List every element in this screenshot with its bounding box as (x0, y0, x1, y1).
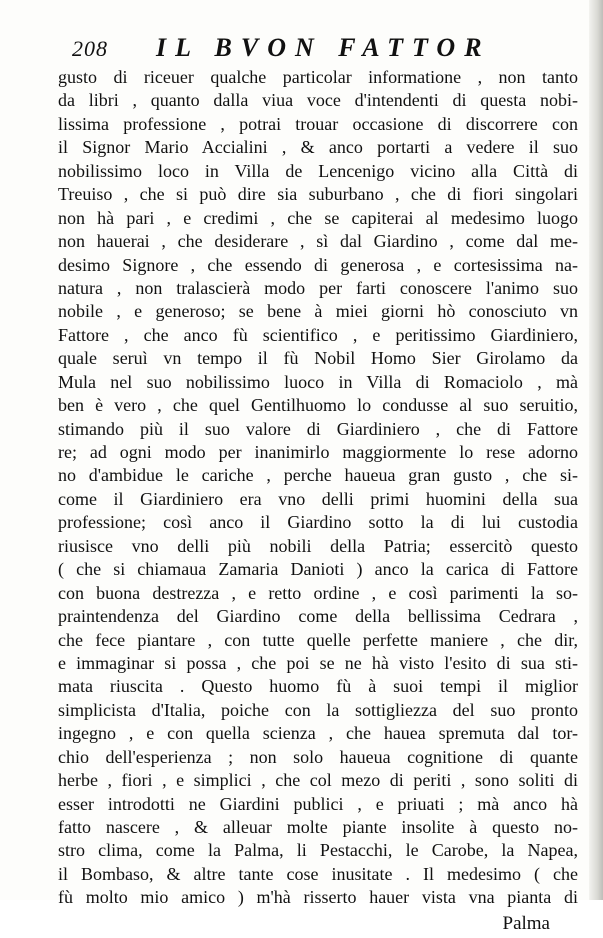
text-line: stro clima, come la Palma, li Pestacchi, le Carobe, la Napea, (58, 840, 578, 861)
text-line: lissima professione , potrai trouar occasione di discorrere con (58, 113, 578, 134)
text-line: stimando più il suo valore di Giardiniero , che di Fattore (58, 418, 578, 439)
text-line: quale seruì vn tempo il fù Nobil Homo Sier Girolamo da (58, 348, 578, 369)
page-spine-shadow (589, 0, 603, 900)
text-line: chio dell'esperienza ; non solo haueua cognitione di quante (58, 746, 578, 767)
text-line: ingegno , e con quella scienza , che hauea spremuta dal tor- (58, 723, 578, 744)
text-line: Treuiso , che si può dire sia suburbano , che di fiori singolari (58, 184, 578, 205)
text-line: desimo Signore , che essendo di generosa , e cortesissima na- (58, 254, 578, 275)
text-line: nobile , e generoso; se bene à miei giorni hò conosciuto vn (58, 301, 578, 322)
text-line: re; ad ogni modo per inanimirlo maggiormente lo rese adorno (58, 442, 578, 462)
catchword-row (58, 910, 578, 938)
text-line: Mula nel suo nobilissimo luoco in Villa di Romaciolo , mà (58, 371, 578, 392)
page-number: 208 (72, 36, 108, 61)
text-line: da libri , quanto dalla viua voce d'intendenti di questa nobi- (58, 90, 578, 111)
text-line: che fece piantare , con tutte quelle perfette maniere , che dir, (58, 629, 578, 650)
catchword: Palma (502, 912, 550, 934)
text-line: il Signor Mario Accialini , & anco portarti a vedere il suo (58, 137, 578, 158)
text-line: e immaginar si possa , che poi se ne hà visto l'esito di sua sti- (58, 652, 578, 673)
running-head: IL BVON FATTOR (156, 33, 491, 62)
text-line: herbe , fiori , e simplici , che col mezo di periti , sono soliti di (58, 770, 578, 791)
text-line: ben è vero , che quel Gentilhuomo lo condusse al suo seruitio, (58, 395, 578, 416)
text-line: simplicista d'Italia, poiche con la sottigliezza del suo pronto (58, 699, 578, 720)
page-header (72, 30, 542, 64)
text-line: nobilissimo loco in Villa de Lencenigo vicino alla Città di (58, 160, 578, 181)
text-line: riusisce vno delli più nobili della Patria; essercitò questo (58, 535, 578, 556)
text-line: come il Giardiniero era vno delli primi huomini della sua (58, 488, 578, 509)
text-line: gusto di riceuer qualche particolar informatione , non tanto (58, 67, 578, 87)
text-line: fù molto mio amico ) m'hà risserto hauer vista vna pianta di (58, 887, 578, 908)
text-line: il Bombaso, & altre tante cose inusitate . Il medesimo ( che (58, 863, 578, 884)
text-line: fatto nascere , & alleuar molte piante insolite à questo no- (58, 817, 578, 837)
text-line: no d'ambidue le cariche , perche haueua gran gusto , che si- (58, 465, 578, 486)
text-line: ( che si chiamaua Zamaria Danioti ) anco la carica di Fattore (58, 559, 578, 580)
text-line: professione; così anco il Giardino sotto la di lui custodia (58, 512, 578, 533)
text-line: non hà pari , e credimi , che se capiterai al medesimo luogo (58, 207, 578, 228)
text-line: praintendenza del Giardino come della bellissima Cedrara , (58, 606, 578, 627)
text-line: mata riuscita . Questo huomo fù à suoi tempi il miglior (58, 676, 578, 697)
text-line: esser introdotti ne Giardini publici , e priuati ; mà anco hà (58, 793, 578, 814)
text-line: Fattore , che anco fù scientifico , e peritissimo Giardiniero, (58, 324, 578, 345)
body-text (58, 66, 578, 938)
text-line: natura , non tralascierà modo per farti conoscere l'animo suo (58, 277, 578, 298)
text-line: non hauerai , che desiderare , sì dal Giardino , come dal me- (58, 231, 578, 252)
text-line: con buona destrezza , e retto ordine , e così parimenti la so- (58, 582, 578, 603)
